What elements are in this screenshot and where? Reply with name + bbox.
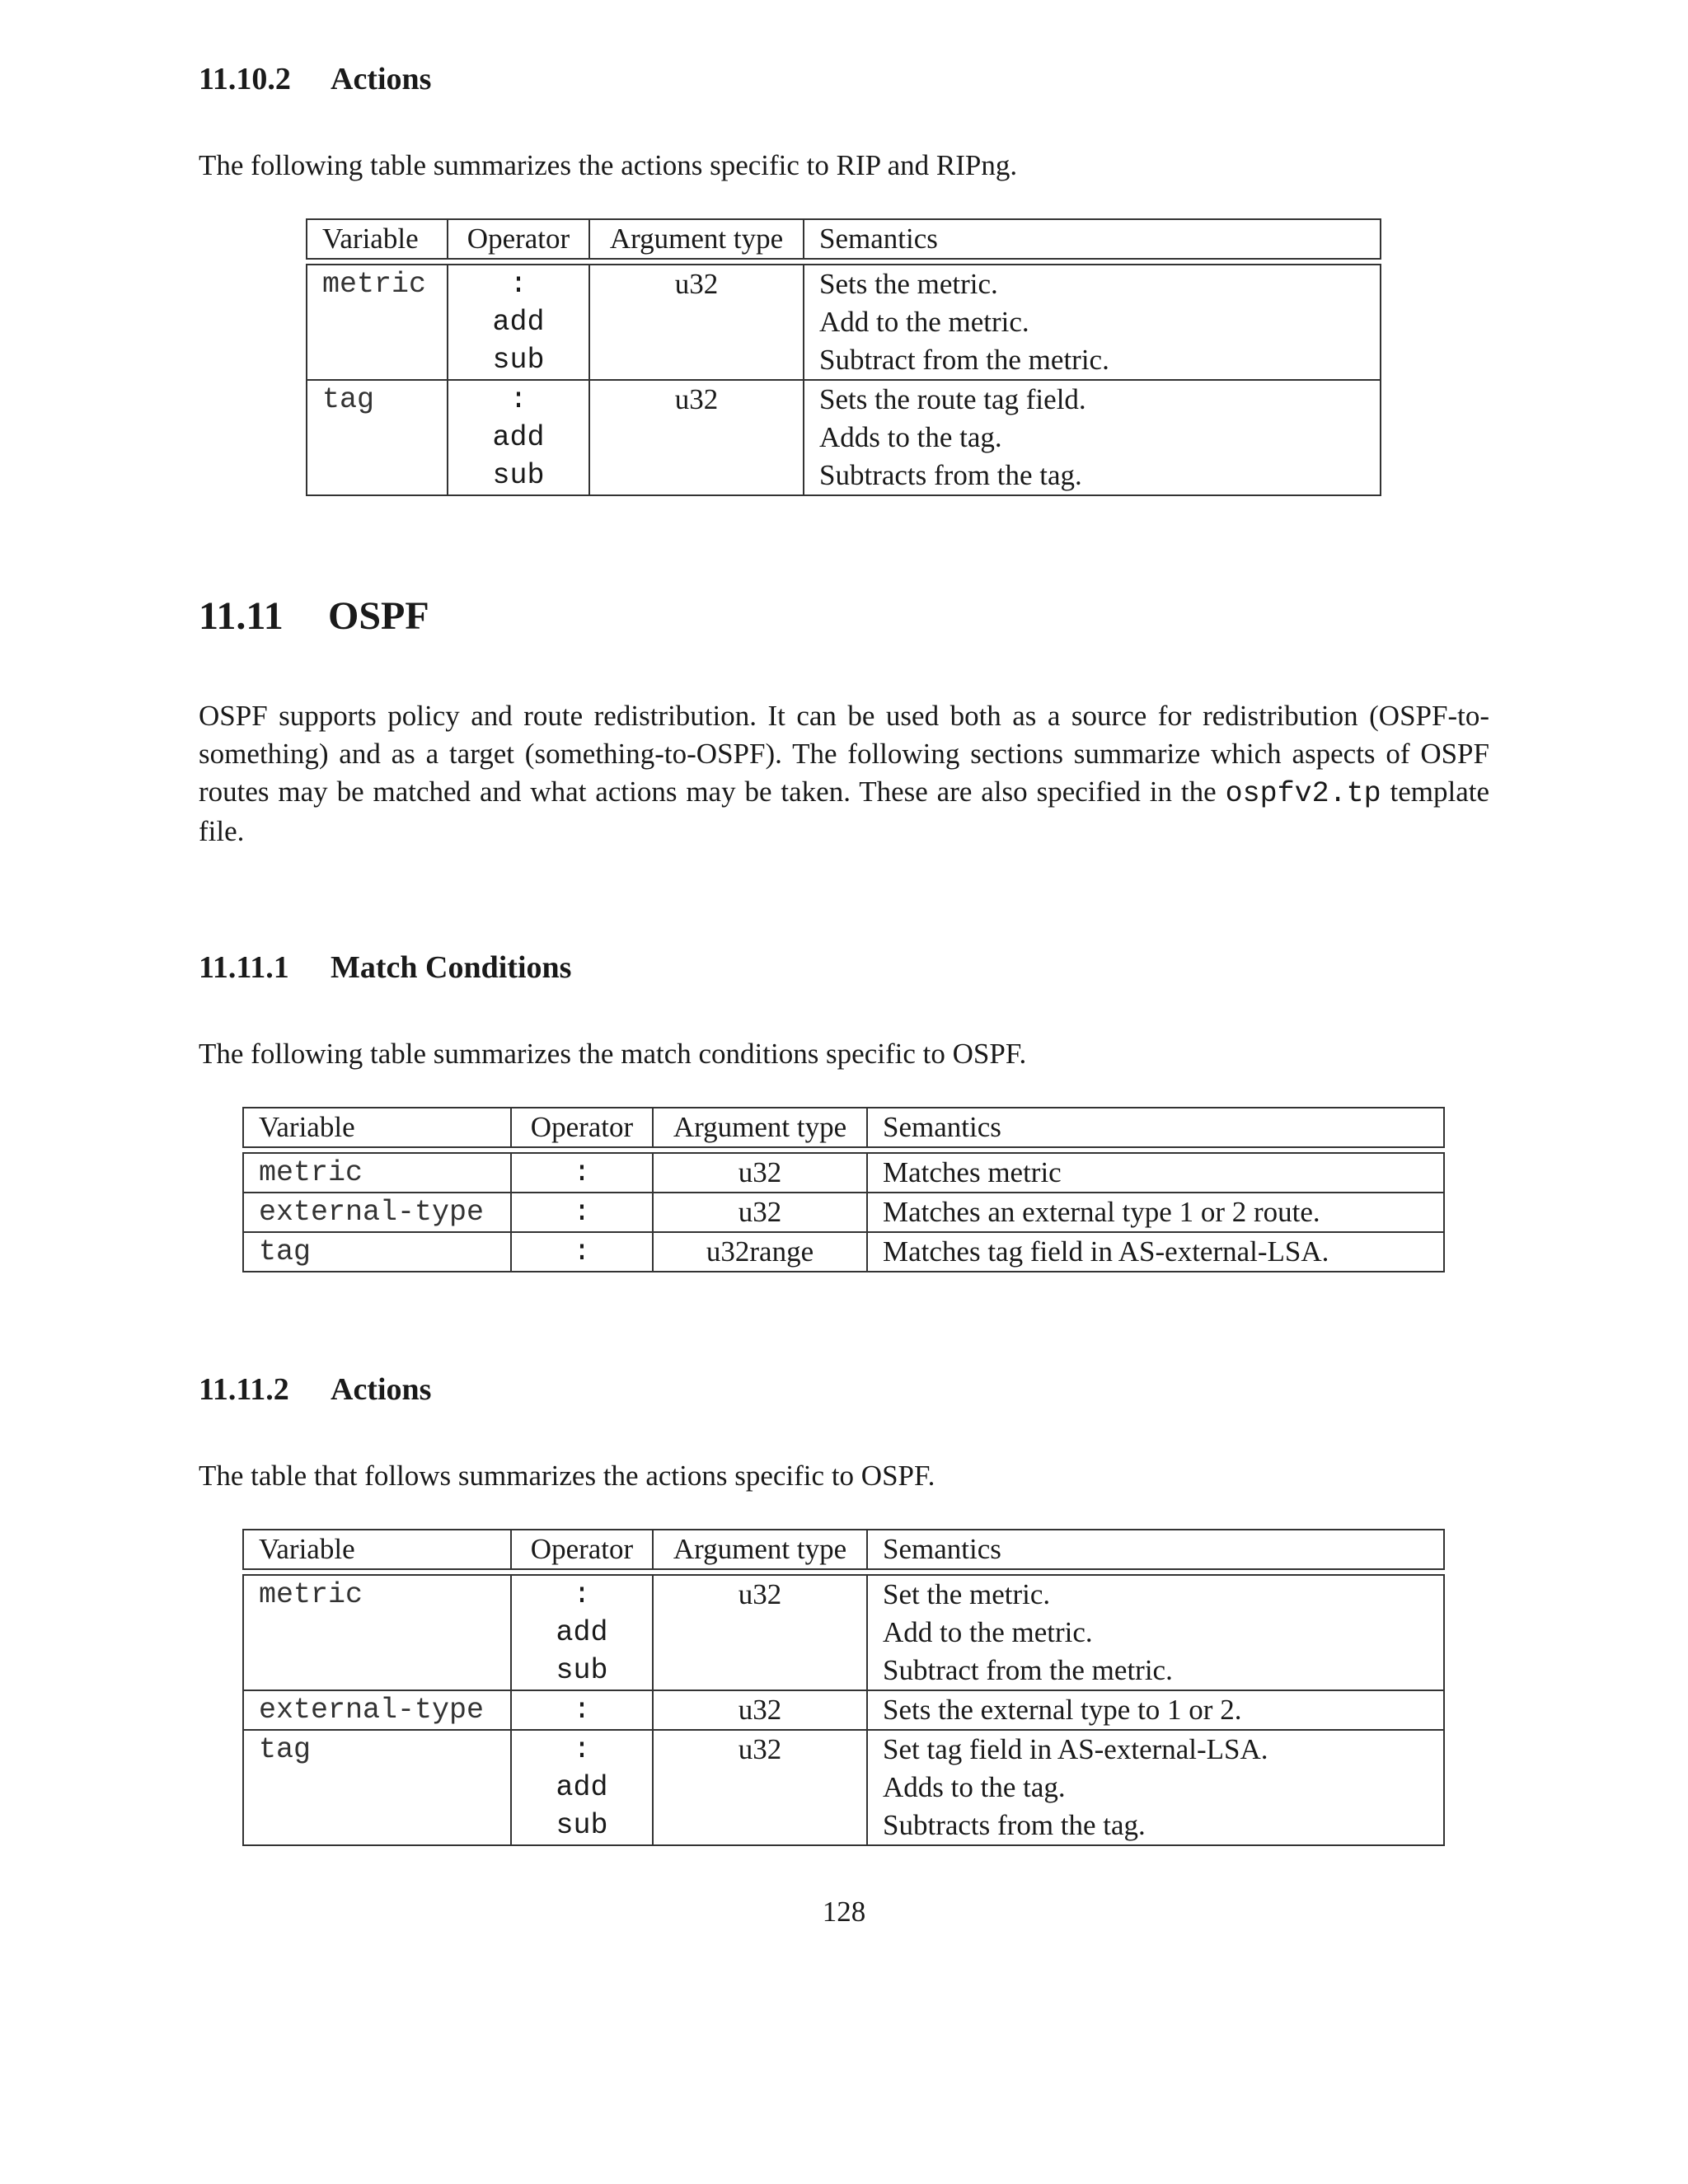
operator-cell	[448, 265, 589, 380]
table-header-row	[307, 219, 1381, 259]
argtype-cell: u32	[589, 265, 804, 380]
ospf-actions-intro: The table that follows summarizes the actions specific to OSPF.	[199, 1460, 935, 1492]
section-number: 11.11.1	[199, 950, 289, 985]
header-cell: Operator	[448, 219, 589, 259]
operator-cell	[448, 380, 589, 495]
ospf-intro-paragraph	[199, 697, 1489, 851]
semantics-line: Sets the external type to 1 or 2.	[883, 1694, 1242, 1726]
variable-cell: metric	[243, 1153, 511, 1193]
header-cell: Argument type	[653, 1108, 867, 1147]
section-title: Actions	[331, 1372, 432, 1407]
header-cell: Argument type	[589, 219, 804, 259]
operator-cell: :	[511, 1232, 653, 1272]
operator: sub	[556, 1654, 608, 1687]
operator: add	[492, 421, 545, 454]
argtype-cell: u32	[653, 1193, 867, 1232]
operator: sub	[556, 1809, 608, 1842]
paragraph-text: template file.	[199, 776, 1490, 847]
paragraph-text: OSPF supports policy and route redistribution. It can be used both as a source for redistribution (OSPF-to-something) and as a target (something-to-OSPF). The following sections summarize which aspects of OSPF routes may be matched and what actions may be taken. These are also specified in the	[199, 700, 1489, 808]
section-title: Actions	[331, 62, 432, 96]
table-header-row	[243, 1108, 1444, 1147]
operator-cell: :	[511, 1153, 653, 1193]
semantics-line: Adds to the tag.	[883, 1771, 1066, 1803]
argtype-cell: u32	[653, 1153, 867, 1193]
section-number: 11.11.2	[199, 1372, 289, 1407]
argtype-cell: u32	[653, 1690, 867, 1730]
page-number: 128	[822, 1896, 866, 1928]
header-cell: Variable	[307, 219, 448, 259]
table-row	[307, 380, 1381, 495]
semantics-line: Subtracts from the tag.	[883, 1809, 1146, 1841]
header-cell: Variable	[243, 1108, 511, 1147]
section-title: Match Conditions	[331, 950, 572, 985]
variable-cell: metric	[243, 1575, 511, 1690]
semantics-cell: Matches metric	[867, 1153, 1444, 1193]
semantics-line: Add to the metric.	[883, 1616, 1093, 1648]
semantics-line: Subtracts from the tag.	[819, 459, 1082, 491]
header-cell: Semantics	[867, 1530, 1444, 1569]
header-cell: Operator	[511, 1530, 653, 1569]
operator: sub	[492, 344, 545, 377]
semantics-cell	[867, 1730, 1444, 1845]
operator: :	[509, 383, 528, 416]
argtype-cell: u32	[653, 1730, 867, 1845]
semantics-cell	[804, 380, 1381, 495]
semantics-cell	[867, 1690, 1444, 1730]
operator: :	[509, 268, 528, 301]
header-cell: Variable	[243, 1530, 511, 1569]
table-row	[243, 1153, 1444, 1193]
section-number: 11.10.2	[199, 62, 291, 96]
argtype-cell: u32range	[653, 1232, 867, 1272]
ospf-match-intro: The following table summarizes the match conditions specific to OSPF.	[199, 1038, 1027, 1070]
rip-actions-table	[306, 218, 1381, 496]
semantics-cell	[804, 265, 1381, 380]
operator-cell	[511, 1730, 653, 1845]
argtype-cell: u32	[653, 1575, 867, 1690]
section-title: OSPF	[328, 594, 429, 638]
table-row	[243, 1730, 1444, 1845]
operator: sub	[492, 459, 545, 492]
operator: add	[556, 1616, 608, 1649]
variable-cell: external-type	[243, 1193, 511, 1232]
table-row	[243, 1690, 1444, 1730]
semantics-line: Set the metric.	[883, 1578, 1051, 1610]
semantics-line: Sets the route tag field.	[819, 383, 1086, 415]
variable-cell: tag	[307, 380, 448, 495]
template-filename: ospfv2.tp	[1225, 777, 1381, 810]
variable-cell: tag	[243, 1232, 511, 1272]
semantics-cell	[867, 1575, 1444, 1690]
semantics-line: Subtract from the metric.	[883, 1654, 1173, 1686]
operator: :	[573, 1694, 591, 1727]
table-row	[307, 265, 1381, 380]
argtype-cell: u32	[589, 380, 804, 495]
operator: add	[492, 306, 545, 339]
semantics-line: Sets the metric.	[819, 268, 998, 300]
semantics-cell: Matches tag field in AS-external-LSA.	[867, 1232, 1444, 1272]
semantics-line: Subtract from the metric.	[819, 344, 1109, 376]
table-row	[243, 1575, 1444, 1690]
heading-11-11-1	[199, 949, 571, 986]
heading-11-11-2	[199, 1371, 431, 1408]
header-cell: Semantics	[804, 219, 1381, 259]
variable-cell: tag	[243, 1730, 511, 1845]
heading-11-11	[199, 593, 429, 639]
table-row	[243, 1232, 1444, 1272]
header-cell: Argument type	[653, 1530, 867, 1569]
operator: :	[573, 1733, 591, 1766]
operator-cell	[511, 1690, 653, 1730]
header-cell: Semantics	[867, 1108, 1444, 1147]
semantics-cell: Matches an external type 1 or 2 route.	[867, 1193, 1444, 1232]
variable-cell: external-type	[243, 1690, 511, 1730]
operator-cell: :	[511, 1193, 653, 1232]
ospf-actions-table	[242, 1529, 1445, 1846]
table-row	[243, 1193, 1444, 1232]
semantics-line: Add to the metric.	[819, 306, 1029, 338]
rip-actions-intro: The following table summarizes the actions specific to RIP and RIPng.	[199, 149, 1018, 181]
variable-cell: metric	[307, 265, 448, 380]
operator-cell	[511, 1575, 653, 1690]
section-number: 11.11	[199, 594, 284, 638]
ospf-match-table	[242, 1107, 1445, 1272]
header-cell: Operator	[511, 1108, 653, 1147]
heading-11-10-2	[199, 61, 431, 97]
semantics-line: Adds to the tag.	[819, 421, 1002, 453]
semantics-line: Set tag field in AS-external-LSA.	[883, 1733, 1268, 1765]
operator: :	[573, 1578, 591, 1611]
table-header-row	[243, 1530, 1444, 1569]
operator: add	[556, 1771, 608, 1804]
